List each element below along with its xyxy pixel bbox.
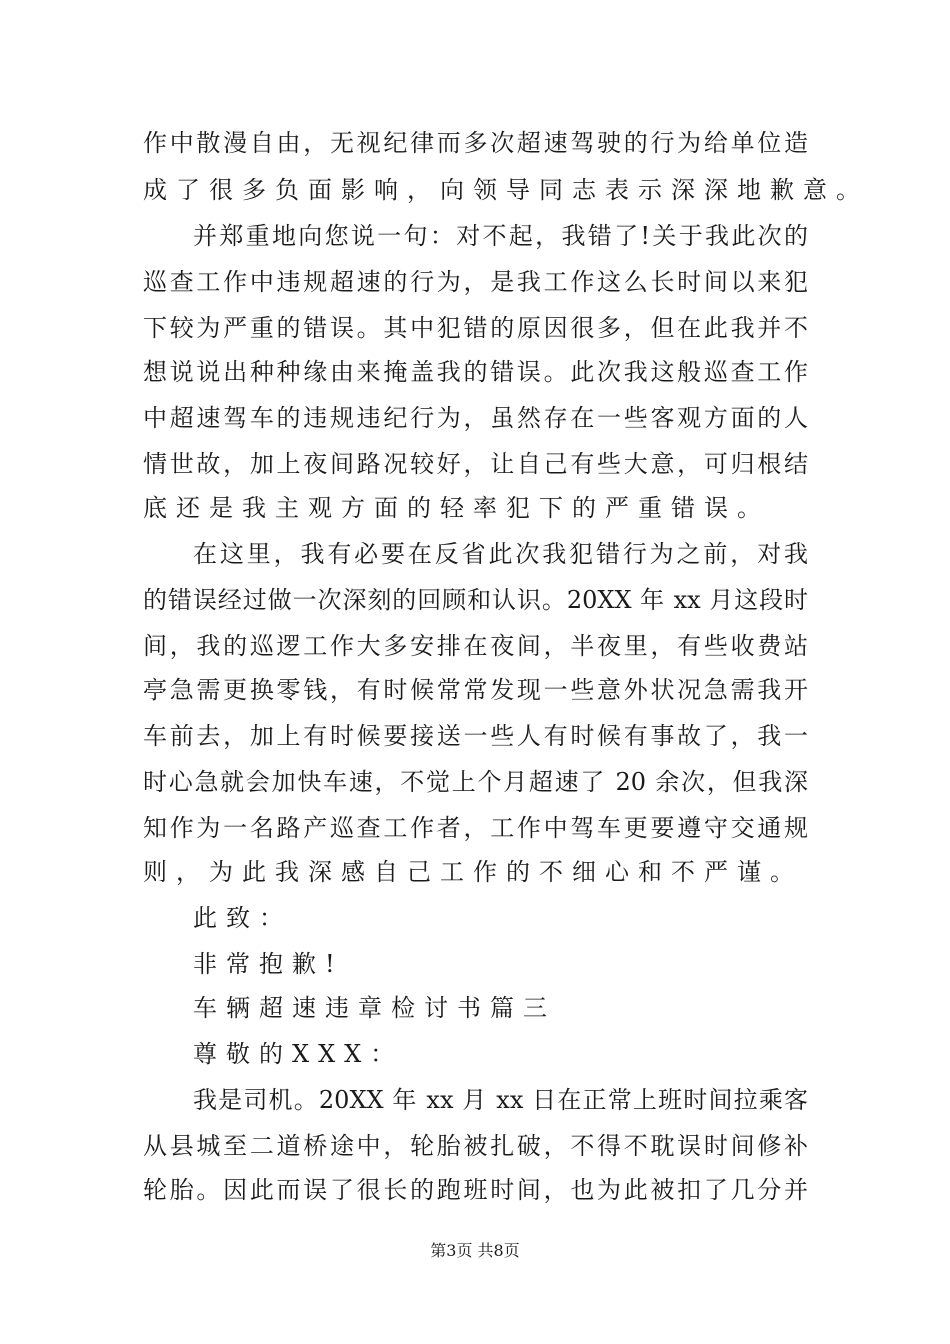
greeting: 尊敬的XXX： xyxy=(193,1040,404,1068)
paragraph-start: 在这里，我有必要在反省此次我犯错行为之前，对我 xyxy=(193,540,808,568)
text-line: 从县城至二道桥途中，轮胎被扎破，不得不耽误时间修补 xyxy=(143,1132,808,1160)
text-line: 知作为一名路产巡查工作者，工作中驾车更要遵守交通规 xyxy=(143,814,808,842)
text-line: 则，为此我深感自己工作的不细心和不严谨。 xyxy=(143,858,803,886)
text-line: 中超速驾车的违规违纪行为，虽然存在一些客观方面的人 xyxy=(143,404,808,432)
text-line: 亭急需更换零钱，有时候常常发现一些意外状况急需我开 xyxy=(143,676,808,704)
text-line: 巡查工作中违规超速的行为，是我工作这么长时间以来犯 xyxy=(143,268,808,296)
text-line: 下较为严重的错误。其中犯错的原因很多，但在此我并不 xyxy=(143,314,808,342)
text-line: 底还是我主观方面的轻率犯下的严重错误。 xyxy=(143,494,770,522)
closing-salutation: 此致： xyxy=(193,904,292,932)
text-line: 情世故，加上夜间路况较好，让自己有些大意，可归根结 xyxy=(143,450,808,478)
text-line: 想说说出种种缘由来掩盖我的错误。此次我这般巡查工作 xyxy=(143,358,808,386)
text-line: 作中散漫自由，无视纪律而多次超速驾驶的行为给单位造 xyxy=(143,129,808,157)
text-line: 时心急就会加快车速，不觉上个月超速了 20 余次，但我深 xyxy=(143,768,808,796)
paragraph-start: 我是司机。20XX 年 xx 月 xx 日在正常上班时间拉乘客 xyxy=(193,1086,808,1114)
apology-line: 非常抱歉! xyxy=(193,950,344,978)
text-line: 间，我的巡逻工作大多安排在夜间，半夜里，有些收费站 xyxy=(143,632,808,660)
text-line: 车前去，加上有时候要接送一些人有时候有事故了，我一 xyxy=(143,722,808,750)
page-number-footer: 第3页 共8页 xyxy=(430,1241,520,1260)
text-line: 的错误经过做一次深刻的回顾和认识。20XX 年 xx 月这段时 xyxy=(143,586,808,614)
text-line: 成了很多负面影响，向领导同志表示深深地歉意。 xyxy=(143,176,869,204)
paragraph-start: 并郑重地向您说一句：对不起，我错了!关于我此次的 xyxy=(193,222,808,250)
section-heading: 车辆超速违章检讨书篇三 xyxy=(193,994,556,1022)
text-line: 轮胎。因此而误了很长的跑班时间，也为此被扣了几分并 xyxy=(143,1176,808,1204)
